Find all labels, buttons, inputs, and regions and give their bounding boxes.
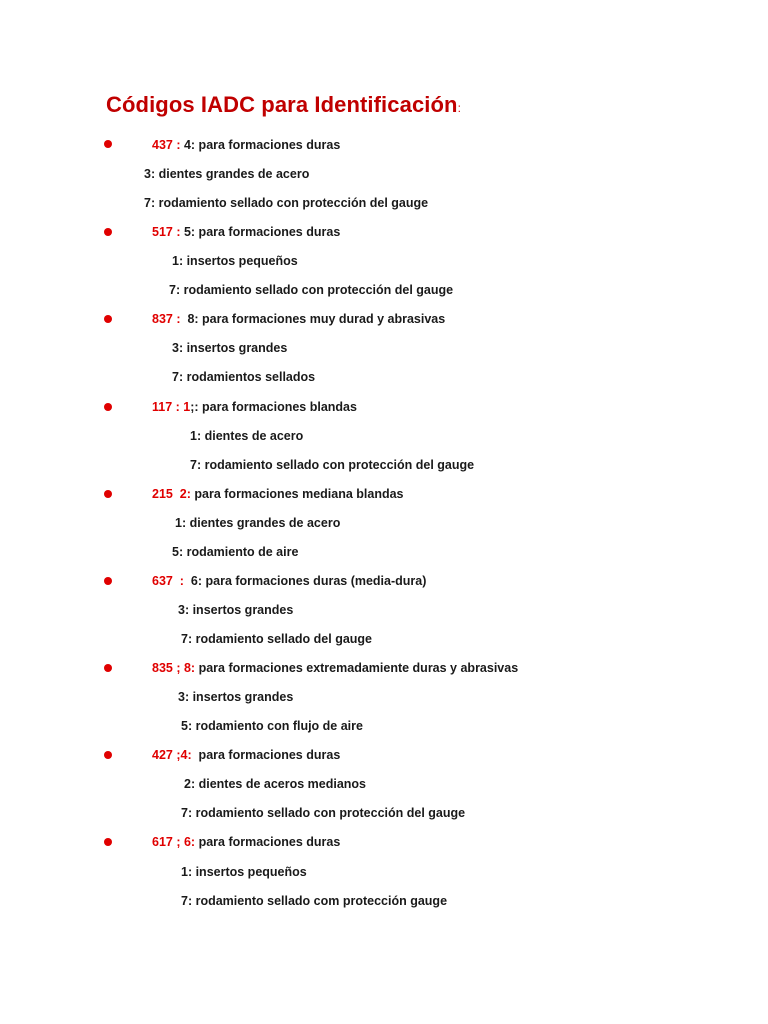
entry-detail: 7: rodamientos sellados (172, 370, 316, 384)
entry-detail: 3: insertos grandes (178, 690, 294, 704)
title-text: Códigos IADC para Identificación (106, 92, 458, 117)
entry-detail: 2: dientes de aceros medianos (184, 777, 367, 791)
list-item (152, 747, 340, 763)
entry-detail: 7: rodamiento sellado con protección del gauge (144, 196, 429, 210)
iadc-code: 117 : 1 (152, 400, 191, 414)
bullet-icon (104, 228, 112, 236)
entry-detail: 1: insertos pequeños (172, 254, 298, 268)
entry-detail: 7: rodamiento sellado con protección del gauge (190, 458, 475, 472)
entry-detail: 5: rodamiento de aire (172, 545, 299, 559)
entry-detail: 1: dientes de acero (190, 429, 304, 443)
entry-detail: 5: rodamiento con flujo de aire (181, 719, 363, 733)
list-item (152, 137, 340, 153)
page-title (106, 92, 461, 118)
entry-detail: 3: insertos grandes (172, 341, 288, 355)
entry-detail: 3: dientes grandes de acero (144, 167, 310, 181)
entry-detail: 1: dientes grandes de acero (175, 516, 341, 530)
bullet-icon (104, 140, 112, 148)
entry-description: ;: para formaciones blandas (190, 400, 357, 414)
bullet-icon (104, 490, 112, 498)
title-colon: : (457, 101, 462, 115)
entry-description: 4: para formaciones duras (183, 138, 341, 152)
entry-detail: 7: rodamiento sellado com protección gauge (181, 894, 448, 908)
list-item (152, 311, 445, 327)
iadc-code: 215 2: (152, 487, 191, 501)
iadc-code: 437 : (152, 138, 184, 152)
entry-detail: 7: rodamiento sellado del gauge (181, 632, 373, 646)
entry-description: para formaciones duras (191, 748, 341, 762)
entry-description: para formaciones extremadamiente duras y abrasivas (195, 661, 519, 675)
bullet-icon (104, 664, 112, 672)
bullet-icon (104, 838, 112, 846)
bullet-icon (104, 403, 112, 411)
iadc-code: 617 ; 6: (152, 835, 196, 849)
list-item (152, 834, 340, 850)
entry-detail: 3: insertos grandes (178, 603, 294, 617)
iadc-code: 837 : (152, 312, 184, 326)
entry-description: para formaciones mediana blandas (190, 487, 404, 501)
entry-description: 8: para formaciones muy durad y abrasivas (183, 312, 446, 326)
iadc-code: 835 ; 8: (152, 661, 196, 675)
entry-description: 6: para formaciones duras (media-dura) (183, 574, 427, 588)
entry-detail: 7: rodamiento sellado con protección del gauge (169, 283, 454, 297)
list-item (152, 573, 426, 589)
list-item (152, 224, 340, 240)
list-item (152, 660, 518, 676)
entry-detail: 7: rodamiento sellado con protección del gauge (181, 806, 466, 820)
entry-description: para formaciones duras (195, 835, 341, 849)
entry-detail: 1: insertos pequeños (181, 865, 307, 879)
entry-description: 5: para formaciones duras (183, 225, 341, 239)
list-item (152, 399, 357, 415)
bullet-icon (104, 315, 112, 323)
bullet-icon (104, 751, 112, 759)
list-item (152, 486, 404, 502)
iadc-code: 427 ;4: (152, 748, 192, 762)
bullet-icon (104, 577, 112, 585)
iadc-code: 637 : (152, 574, 184, 588)
iadc-code: 517 : (152, 225, 184, 239)
